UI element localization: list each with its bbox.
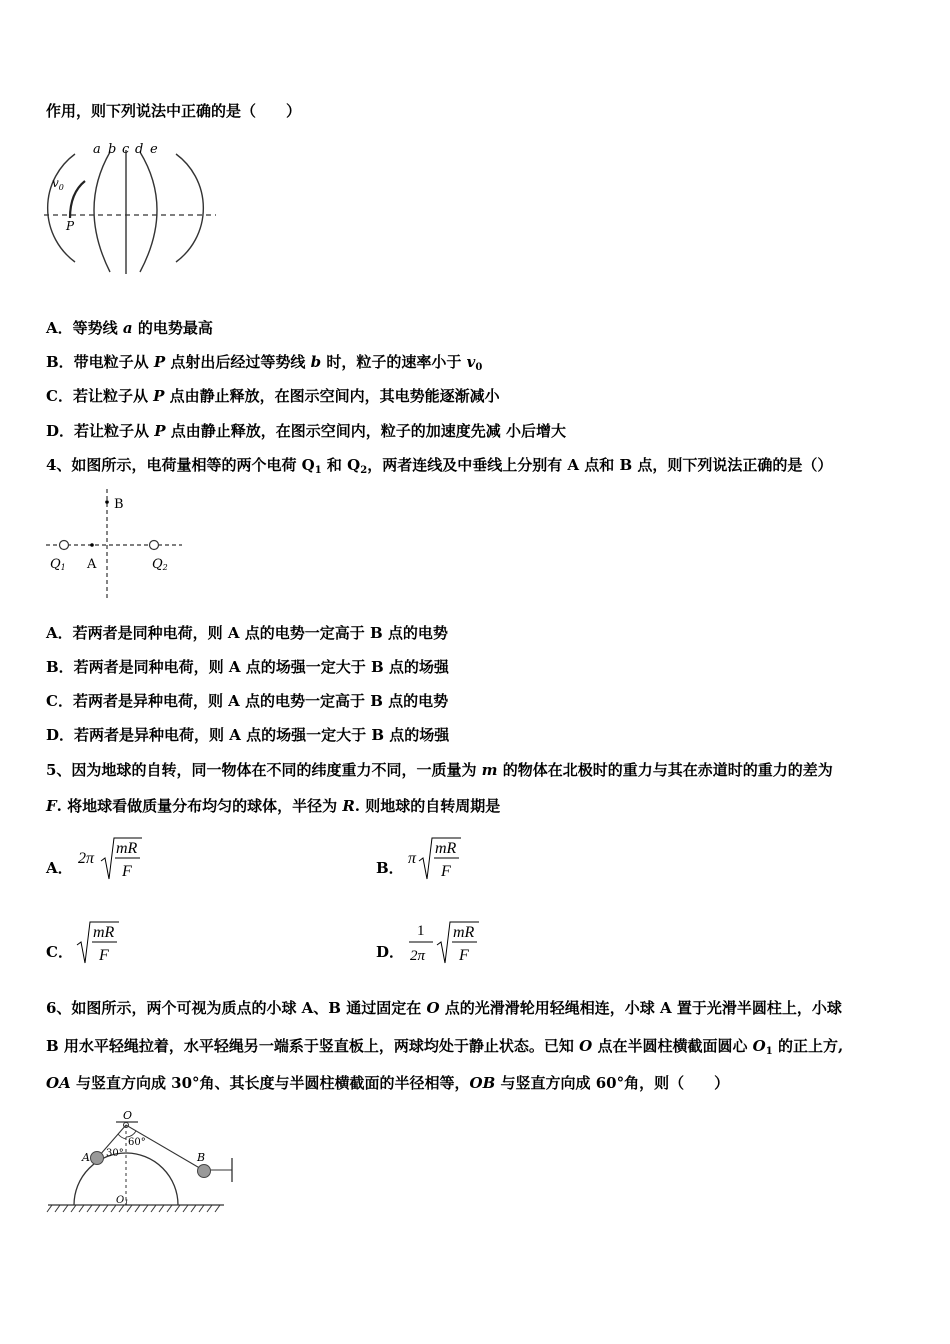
q5-option-b-coef: π <box>408 850 417 867</box>
q3-stem-text: 作用，则下列说法中正确的是（ ） <box>46 102 302 120</box>
q5-option-a-coef: 2π <box>78 850 95 867</box>
q3-stem <box>46 101 301 121</box>
q6-angle-arc-30 <box>118 1134 126 1139</box>
q6-label-a: A <box>82 1151 90 1164</box>
q4-option-b: B．若两者是同种电荷，则 A 点的场强一定大于 B 点的场强 <box>46 658 449 676</box>
q4-label-b: B <box>114 497 124 512</box>
q5-option-c-formula <box>76 916 136 968</box>
q6-pulley-figure <box>44 1108 236 1220</box>
q4-point-a <box>90 543 94 547</box>
q3-circle-arc-right <box>176 154 203 262</box>
q4-label-q1: Q1 <box>50 557 66 572</box>
q6-ground-hatch <box>47 1205 220 1212</box>
q3-label-d: d <box>135 142 144 157</box>
q3-label-b: b <box>108 142 117 157</box>
q5-option-a-label: A． <box>46 859 73 877</box>
q3-line-d <box>140 152 157 272</box>
q6-label-30: 30° <box>106 1148 124 1159</box>
q3-label-a: a <box>93 142 101 157</box>
q3-equipotential-figure <box>40 138 230 278</box>
q5-option-a-den: F <box>122 863 132 880</box>
q4-option-c: C．若两者是异种电荷，则 A 点的电势一定高于 B 点的电势 <box>46 692 449 710</box>
q5-option-b-label: B． <box>376 859 404 877</box>
q6-label-60: 60° <box>128 1137 146 1148</box>
q6-label-b: B <box>197 1151 206 1164</box>
q5-option-d-label: D． <box>376 943 405 961</box>
q3-option-b: B．带电粒子从 P 点射出后经过等势线 b 时，粒子的速率小于 $v_0$ <box>46 353 483 373</box>
q4-option-d: D．若两者是异种电荷，则 A 点的场强一定大于 B 点的场强 <box>46 726 450 744</box>
q5-stem-line1: 5、因为地球的自转，同一物体在不同的纬度重力不同，一质量为 m 的物体在北极时的重力与其在赤道时的重力的差为 <box>46 761 833 779</box>
q5-option-b-num: mR <box>435 840 457 857</box>
q3-label-p: P <box>66 219 75 233</box>
q5-option-d-num: mR <box>453 924 475 941</box>
q3-label-v: $v_0$ <box>52 176 64 192</box>
q3-label-c: c <box>122 142 130 157</box>
q6-stem-line3: OA 与竖直方向成 30°角、其长度与半圆柱横截面的半径相等，OB 与竖直方向成 60°角，则（ ） <box>46 1074 730 1092</box>
q3-option-d: D．若让粒子从 P 点由静止释放，在图示空间内，粒子的加速度先减 小后增大 <box>46 422 566 440</box>
q3-option-c: C．若让粒子从 P 点由静止释放，在图示空间内，其电势能逐渐减小 <box>46 387 500 405</box>
q6-ball-a <box>91 1152 104 1165</box>
q4-stem: 4、如图所示，电荷量相等的两个电荷 $Q_1$ 和 $Q_2$，两者连线及中垂线上分别有 A 点和 B 点，则下列说法正确的是（） <box>46 456 833 476</box>
q3-line-b <box>94 152 110 272</box>
q4-label-a: A <box>87 557 97 572</box>
q6-label-o1: $O_1$ <box>116 1195 129 1207</box>
q3-label-e: e <box>150 142 158 157</box>
q5-option-d-formula <box>406 914 486 970</box>
q5-option-b-formula <box>406 832 476 884</box>
q5-option-a-num: mR <box>116 840 138 857</box>
q4-charge-q1 <box>60 541 69 550</box>
q4-point-b <box>105 500 109 504</box>
q3-velocity-arrow <box>70 181 85 218</box>
q6-stem-line2: B 用水平轻绳拉着，水平轻绳另一端系于竖直板上，两球均处于静止状态。已知 O 点在半圆柱横截面圆心 $O_1$ 的正上方, <box>46 1037 844 1057</box>
q5-option-a-formula <box>76 832 156 884</box>
q5-option-d-den: F <box>459 947 469 964</box>
q4-option-a: A．若两者是同种电荷，则 A 点的电势一定高于 B 点的电势 <box>46 624 448 642</box>
q6-label-o: O <box>123 1109 133 1122</box>
q5-option-d-coef-den: 2π <box>410 948 426 964</box>
q4-label-q2: Q2 <box>152 557 168 572</box>
q5-option-b-den: F <box>441 863 451 880</box>
q4-charge-q2 <box>150 541 159 550</box>
q4-charges-figure <box>44 487 194 602</box>
q5-option-c-label: C． <box>46 943 73 961</box>
q6-stem-line1: 6、如图所示，两个可视为质点的小球 A、B 通过固定在 O 点的光滑滑轮用轻绳相连，小球 A 置于光滑半圆柱上，小球 <box>46 999 842 1017</box>
q5-option-c-num: mR <box>93 924 115 941</box>
q5-option-d-coef-num: 1 <box>417 923 425 939</box>
q6-ball-b <box>198 1165 211 1178</box>
q5-option-c-den: F <box>99 947 109 964</box>
q3-option-a: A．等势线 a 的电势最高 <box>46 319 213 337</box>
q5-stem-line2: F. 将地球看做质量分布均匀的球体，半径为 R. 则地球的自转周期是 <box>46 797 501 815</box>
